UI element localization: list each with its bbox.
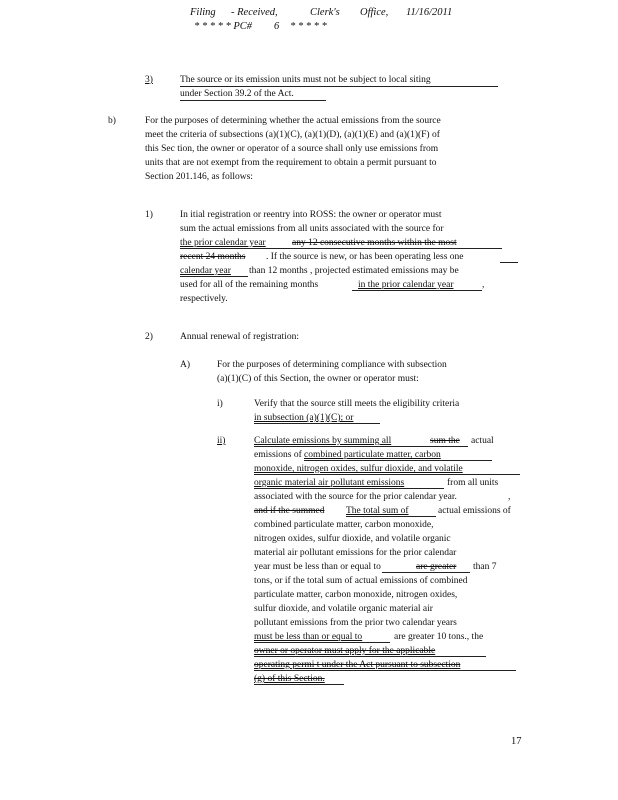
ii-line3-inserted: monoxide, nitrogen oxides, sulfur dioxide, and volatile	[254, 464, 463, 474]
ii-line10-deleted: are greater	[416, 562, 457, 572]
i-label: i)	[217, 399, 223, 409]
i-line2-inserted: in subsection (a)(1)(C); or	[254, 413, 354, 423]
ii-line17-deleted: operating permi t under the Act pursuant to subsection	[254, 660, 461, 670]
ii-line10: year must be less than or equal to	[254, 562, 381, 572]
ii-line6-deleted: and if the summed	[254, 506, 325, 516]
item1-line5: than 12 months , projected estimated emissions may be	[249, 266, 459, 276]
b-line: units that are not exempt from the requirement to obtain a permit pursuant to	[145, 158, 437, 168]
item1-line7: respectively.	[180, 294, 228, 304]
b-label: b)	[108, 116, 116, 126]
ii-line6-inserted: The total sum of	[346, 506, 409, 516]
item2-title: Annual renewal of registration:	[180, 332, 299, 342]
page-number: 17	[511, 736, 522, 747]
A-line2: (a)(1)(C) of this Section, the owner or operator must:	[217, 374, 419, 384]
ii-line8: nitrogen oxides, sulfur dioxide, and volatile organic	[254, 534, 451, 544]
A-label: A)	[180, 360, 191, 370]
ii-line18-deleted: (g) of this Section.	[254, 674, 325, 684]
ii-line11: tons, or if the total sum of actual emissions of combined	[254, 576, 468, 586]
ii-line12: particulate matter, carbon monoxide, nitrogen oxides,	[254, 590, 458, 600]
b-line: this Sec tion, the owner or operator of a source shall only use emissions from	[145, 144, 439, 154]
item1-line5-inserted: calendar year	[180, 266, 231, 276]
item3-line2: under Section 39.2 of the Act.	[180, 89, 294, 99]
ii-line16-deleted: owner or operator must apply for the applicable	[254, 646, 436, 656]
A-line1: For the purposes of determining compliance with subsection	[217, 360, 447, 370]
item1-line4-deleted: recent 24 months	[180, 252, 246, 262]
item1-line3-deleted: any 12 consecutive months within the most	[292, 238, 457, 248]
ii-line5: associated with the source for the prior calendar year.	[254, 492, 457, 502]
ii-line15-inserted: must be less than or equal to	[254, 632, 363, 642]
stray-mark: ,	[508, 492, 511, 502]
i-line1: Verify that the source still meets the eligibility criteria	[254, 399, 460, 409]
item3-line1: The source or its emission units must not be subject to local siting	[180, 75, 431, 85]
ii-line2: emissions of	[254, 450, 302, 460]
b-line: Section 201.146, as follows:	[145, 172, 253, 182]
header-pc-number: 6	[274, 21, 280, 32]
item1-number: 1)	[145, 210, 153, 220]
ii-line1-end: actual	[471, 436, 494, 446]
ii-line6-end: actual emissions of	[438, 506, 511, 516]
ii-line4-inserted: organic material air pollutant emissions	[254, 478, 405, 488]
item2-number: 2)	[145, 332, 153, 342]
item3-number: 3)	[145, 75, 153, 85]
item1-line3-inserted: the prior calendar year	[180, 238, 266, 248]
ii-label: ii)	[217, 436, 226, 446]
header-pc-suffix: * * * * *	[290, 21, 327, 32]
header-filing: Filing	[190, 7, 216, 18]
b-line: meet the criteria of subsections (a)(1)(C), (a)(1)(D), (a)(1)(E) and (a)(1)(F) of	[145, 130, 440, 140]
ii-line15-end: are greater 10 tons., the	[394, 632, 484, 642]
ii-line1-deleted: sum the	[430, 436, 460, 446]
header-date: 11/16/2011	[406, 7, 453, 18]
ii-line13: sulfur dioxide, and volatile organic material air	[254, 604, 433, 614]
b-line: For the purposes of determining whether the actual emissions from the source	[145, 116, 441, 126]
ii-line7: combined particulate matter, carbon monoxide,	[254, 520, 434, 530]
item1-line1: In itial registration or reentry into ROSS: the owner or operator must	[180, 210, 442, 220]
item1-line6-inserted: in the prior calendar year	[358, 280, 454, 290]
item1-line4: . If the source is new, or has been operating less one	[266, 252, 464, 262]
header-received: - Received,	[231, 7, 278, 18]
header-pc-prefix: * * * * * PC#	[194, 21, 253, 32]
ii-line14: pollutant emissions from the prior two calendar years	[254, 618, 457, 628]
ii-line1-inserted: Calculate emissions by summing all	[254, 436, 392, 446]
ii-line2-inserted: combined particulate matter, carbon	[304, 450, 441, 460]
ii-line4-end: from all units	[447, 478, 499, 488]
ii-line9: material air pollutant emissions for the prior calendar	[254, 548, 457, 558]
ii-line10-end: than 7	[473, 562, 497, 572]
item1-line2: sum the actual emissions from all units associated with the source for	[180, 224, 444, 234]
item1-line6-end: ,	[482, 280, 485, 290]
header-office: Office,	[360, 7, 389, 18]
header-clerks: Clerk's	[310, 7, 340, 18]
item1-line6: used for all of the remaining months	[180, 280, 319, 290]
